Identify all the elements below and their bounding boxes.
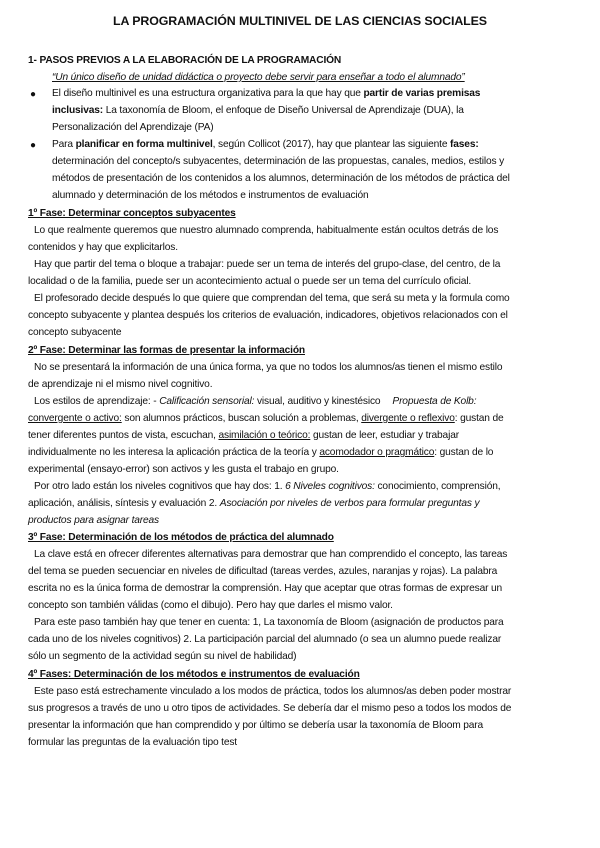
section-1-quote: “Un único diseño de unidad didáctica o proyecto debe servir para enseñar a todo el alumnado”: [52, 72, 465, 83]
bullet-2-line-2: determinación del concepto/s subyacentes, determinación de las propuestas, canales, medios, estilos y: [52, 156, 505, 167]
phase-2-line-2: de aprendizaje ni el mismo nivel cognitivo.: [28, 379, 213, 390]
phase-3-line-7: sólo un segmento de la actividad según su nivel de habilidad): [28, 651, 297, 662]
phase-3-line-5: Para este paso también hay que tener en cuenta: 1, La taxonomía de Bloom (asignación de productos para: [34, 617, 504, 628]
bullet-1-line-2: inclusivas: La taxonomía de Bloom, el enfoque de Diseño Universal de Aprendizaje (DUA), la: [52, 105, 464, 116]
phase-4-line-4: formular las preguntas de la evaluación tipo test: [28, 737, 237, 748]
phase-1-line-5: El profesorado decide después lo que quiere que comprendan del tema, que será su meta y la formula como: [34, 293, 510, 304]
phase-2-line-6: individualmente no les interesa la aplicación práctica de la teoría y acomodador o pragmático: gustan de lo: [28, 447, 494, 458]
phase-4-line-2: sus progresos a través de uno u otro tipos de actividades. Se debería dar el mismo peso a todos los modos de: [28, 703, 512, 714]
bullet-dot: ●: [30, 89, 37, 100]
phase-1-line-6: concepto subyacente y plantea después los criterios de evaluación, indicadores, objetivos relacionados con el: [28, 310, 508, 321]
phase-2-line-10: productos para asignar tareas: [28, 515, 159, 526]
bullet-1-line-1: El diseño multinivel es una estructura organizativa para la que hay que partir de varias premisas: [52, 88, 481, 99]
phase-3-heading: 3º Fase: Determinación de los métodos de práctica del alumnado: [28, 532, 334, 543]
phase-4-line-3: presentar la información que han comprendido y por último se debería usar la taxonomía de Bloom para: [28, 720, 484, 731]
bullet-2-line-3: métodos de presentación de los contenidos a los alumnos, determinación de los métodos de práctica del: [52, 173, 510, 184]
phase-3-line-6: cada uno de los niveles cognitivos) 2. La participación parcial del alumnado (o sea un alumno puede realizar: [28, 634, 502, 645]
phase-3-line-1: La clave está en ofrecer diferentes alternativas para demostrar que han comprendido el concepto, las tareas: [34, 549, 508, 560]
phase-2-line-5: tener diferentes puntos de vista, escuchan, asimilación o teórico: gustan de leer, estudiar y trabajar: [28, 430, 459, 441]
phase-2-line-8: Por otro lado están los niveles cognitivos que hay dos: 1. 6 Niveles cognitivos: conocimiento, comprensión,: [34, 481, 501, 492]
phase-1-line-4: localidad o de la familia, puede ser un acontecimiento actual o puede ser un tema del currículo oficial.: [28, 276, 472, 287]
phase-1-heading: 1º Fase: Determinar conceptos subyacentes: [28, 208, 236, 219]
phase-1-line-3: Hay que partir del tema o bloque a trabajar: puede ser un tema de interés del grupo-clase, del centro, de la: [34, 259, 501, 270]
phase-1-line-2: contenidos y hay que explicitarlos.: [28, 242, 178, 253]
phase-2-line-4: convergente o activo: son alumnos prácticos, buscan solución a problemas, divergente o reflexivo: gustan de: [28, 413, 504, 424]
document-title: LA PROGRAMACIÓN MULTINIVEL DE LAS CIENCIAS SOCIALES: [113, 14, 487, 28]
bullet-dot: ●: [30, 140, 37, 151]
phase-2-line-1: No se presentará la información de una única forma, ya que no todos los alumnos/as tienen el mismo estilo: [34, 362, 503, 373]
phase-2-heading: 2º Fase: Determinar las formas de presentar la información: [28, 345, 305, 356]
phase-4-line-1: Este paso está estrechamente vinculado a los modos de práctica, todos los alumnos/as deben poder mostrar: [34, 686, 512, 697]
phase-1-line-1: Lo que realmente queremos que nuestro alumnado comprenda, habitualmente están ocultos detrás de los: [34, 225, 499, 236]
phase-2-line-3: Los estilos de aprendizaje: - Calificación sensorial: visual, auditivo y kinestésico Propuesta de Kolb:: [34, 396, 477, 407]
phase-2-line-9: aplicación, análisis, síntesis y evaluación 2. Asociación por niveles de verbos para formular preguntas y: [28, 498, 480, 509]
phase-3-line-3: escrita no es la única forma de demostrar la comprensión. Hay que aceptar que otras formas de expresar un: [28, 583, 503, 594]
phase-3-line-2: del tema se pueden secuenciar en niveles de dificultad (tareas verdes, azules, naranjas y rojas). La palabra: [28, 566, 498, 577]
bullet-1-line-3: Personalización del Aprendizaje (PA): [52, 122, 214, 133]
phase-2-line-7: experimental (ensayo-error) son activos y les gusta el trabajo en grupo.: [28, 464, 339, 475]
phase-3-line-4: concepto son también válidas (como el dibujo). Pero hay que darles el mismo valor.: [28, 600, 393, 611]
phase-1-line-7: concepto subyacente: [28, 327, 122, 338]
bullet-2-line-1: Para planificar en forma multinivel, según Collicot (2017), hay que plantear las siguiente fases:: [52, 139, 479, 150]
phase-4-heading: 4º Fases: Determinación de los métodos e instrumentos de evaluación: [28, 669, 360, 680]
bullet-2-line-4: alumnado y determinación de los métodos e instrumentos de evaluación: [52, 190, 369, 201]
section-1-heading: 1- PASOS PREVIOS A LA ELABORACIÓN DE LA PROGRAMACIÓN: [28, 55, 342, 66]
